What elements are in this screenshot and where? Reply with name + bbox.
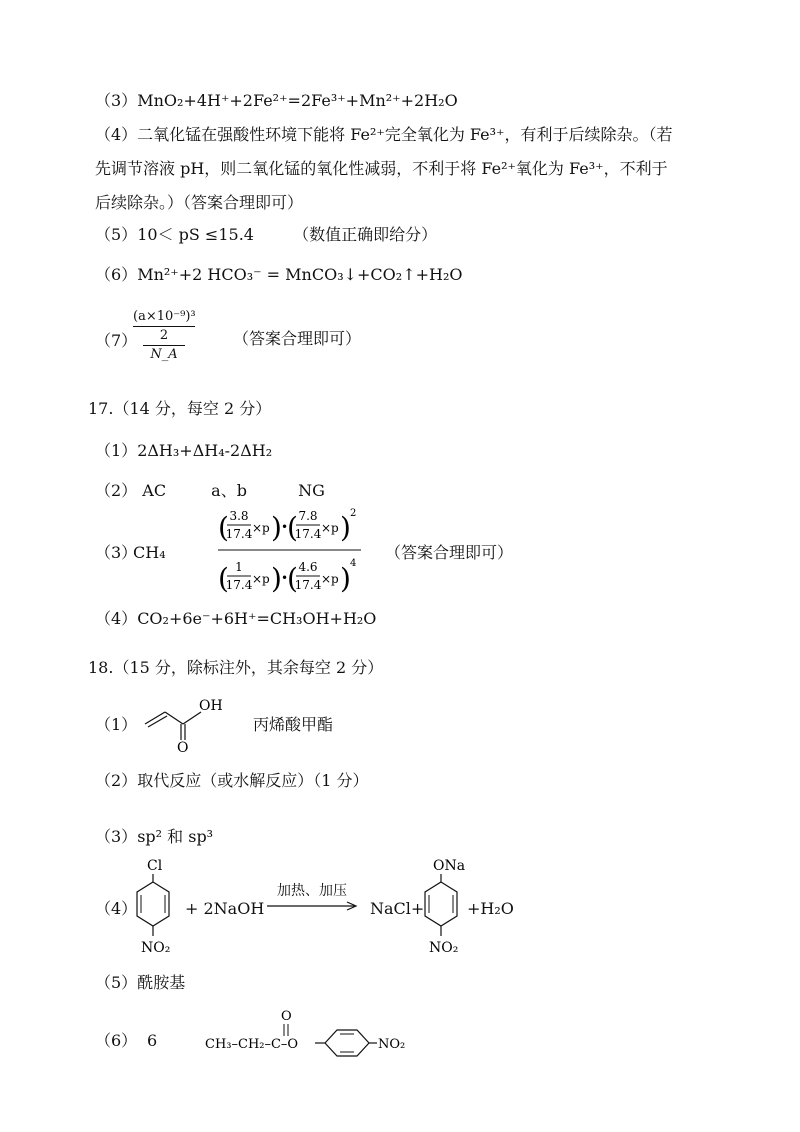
water-label: +H₂O [467,899,514,918]
q17-item-1 [95,440,272,462]
paren-close: ) [340,511,351,544]
paren-open: ( [287,511,298,544]
times-p: ×p [252,521,270,535]
times-p: ×p [321,521,339,535]
equation: MnO₂+4H⁺+2Fe²⁺=2Fe³⁺+Mn²⁺+2H₂O [137,91,458,110]
paren-close: ) [271,562,282,595]
answer: NG [298,481,325,500]
item-number: （3） [95,91,138,110]
q17-item-4 [95,608,376,630]
item-number: （2） [95,481,138,500]
o-label: O [177,740,189,754]
item-number: （1） [95,715,138,734]
carbonyl-o-label: O [281,1009,292,1024]
q18-item-5 [95,972,185,994]
no2-label: NO₂ [429,940,459,956]
note: （答案合理即可） [233,329,362,348]
item-number: （6） [95,265,138,284]
frac-den: 17.4 [294,527,322,541]
item-number: （4） [95,609,138,628]
frac-num: 1 [235,560,243,574]
times-p: ×p [321,572,339,586]
item-number: （1） [95,441,138,460]
item-number: （5） [95,973,138,992]
answer: a、b [211,481,247,500]
answer: 取代反应（或水解反应）（1 分） [137,771,369,790]
nacl-label: NaCl+ [370,899,425,918]
paren-close: ) [340,562,351,595]
frac-num: 4.6 [298,560,318,574]
q17-item-2 [95,480,325,502]
expr-middle: 2 [143,327,185,346]
frac-num: 3.8 [229,509,249,523]
chloronitrobenzene-structure [125,852,185,962]
paren-open: ( [218,562,229,595]
paren-close: ) [271,511,282,544]
paren-open: ( [218,511,229,544]
no2-label: NO₂ [378,1037,406,1052]
reaction-condition: 加热、加压 [277,883,347,899]
q17-header: 17.（14 分，每空 2 分） [88,399,272,418]
expr-numerator: (a×10⁻⁹)³ [133,308,195,327]
ester-structure [205,1008,425,1068]
chain-label: CH₃–CH₂–C–O [205,1037,299,1052]
item-number: （3） [95,543,138,562]
cl-label: Cl [147,858,163,874]
compound-name: 丙烯酸甲酯 [253,715,334,734]
q16-item-3 [95,90,458,112]
q16-item-6 [95,264,463,286]
q16-item-4 [95,118,705,220]
answer: 酰胺基 [137,973,186,992]
paren-open: ( [287,562,298,595]
paragraph-line: 先调节溶液 pH，则二氧化锰的氧化性减弱，不利于将 Fe²⁺氧化为 Fe³⁺，不利于 [95,159,668,178]
item-number: （5） [95,225,138,244]
note: （答案合理即可） [385,543,514,562]
enthalpy-expression: 2ΔH₃+ΔH₄-2ΔH₂ [137,441,273,460]
oh-label: OH [199,698,223,714]
item-number: （7） [95,331,138,350]
acrylic-acid-structure [139,694,229,754]
item-number: （6） [95,1031,138,1050]
q18-item-4 [95,852,715,962]
frac-den: 17.4 [294,578,322,592]
note: （数值正确即给分） [293,225,438,244]
expr-denominator: N_A [150,347,178,362]
exponent: 2 [350,508,357,519]
reaction-arrow-icon [267,900,359,912]
q18-item-2 [95,770,368,792]
times-p: ×p [252,572,270,586]
answer: sp² 和 sp³ [137,827,214,846]
dot: • [281,520,289,534]
dot: • [281,571,289,585]
q18-item-6 [95,1008,715,1068]
answer: AC [142,481,167,500]
kp-expression [215,506,365,602]
exponent: 4 [350,558,357,569]
item-number: （2） [95,771,138,790]
q18-item-3 [95,826,213,848]
equation: CO₂+6e⁻+6H⁺=CH₃OH+H₂O [137,609,377,628]
species: CH₄ [133,543,166,562]
density-expression [133,308,195,364]
item-number: （3） [95,827,138,846]
frac-num: 7.8 [298,509,318,523]
item-number: （4） [95,899,138,918]
frac-den: 17.4 [225,527,253,541]
no2-label: NO₂ [141,940,171,956]
paragraph-line: （4）二氧化锰在强酸性环境下能将 Fe²⁺完全氧化为 Fe³⁺，有利于后续除杂。（若 [95,125,673,144]
equation: Mn²⁺+2 HCO₃⁻ = MnCO₃↓+CO₂↑+H₂O [137,265,463,284]
ona-label: ONa [433,858,466,874]
q18-header: 18.（15 分，除标注外，其余每空 2 分） [88,658,384,677]
range-expression: 10＜ pS ≤15.4 [137,225,254,244]
isomer-count: 6 [147,1031,158,1050]
frac-den: 17.4 [225,578,253,592]
reagent: + 2NaOH [185,899,265,918]
paragraph-line: 后续除杂。）（答案合理即可） [95,193,304,212]
q16-item-5 [95,224,437,246]
